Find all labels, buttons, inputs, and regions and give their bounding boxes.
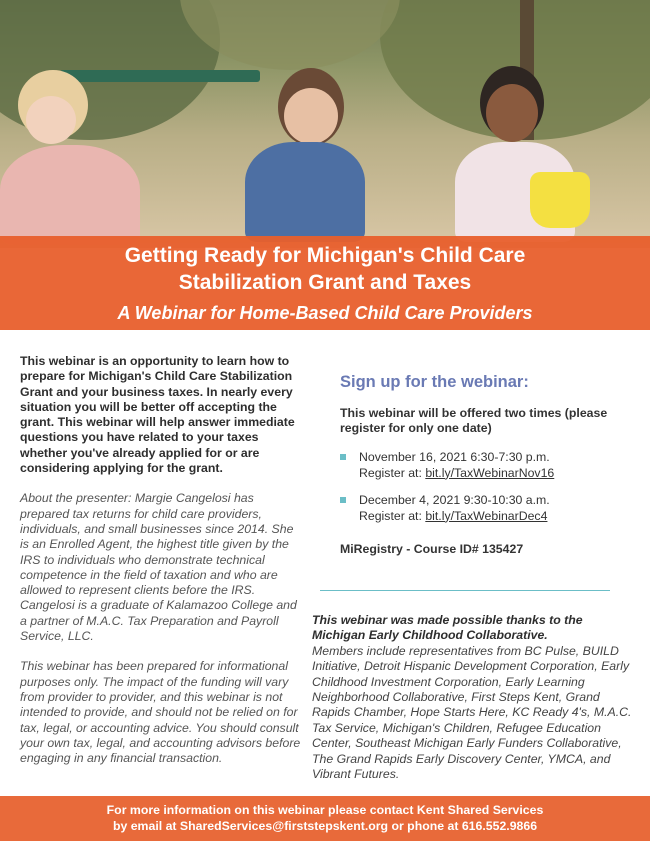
session-item-dec4 [340,493,630,524]
register-link-dec4[interactable]: bit.ly/TaxWebinarDec4 [425,508,548,523]
title-banner [0,236,650,330]
presenter-text: About the presenter: Margie Cangelosi has prepared tax returns for child care providers, individuals, and small businesses since 2014. She is an Enrolled Agent, the highest title given by the IRS to individuals who demonstrate technical competence in the field of taxation and who are allowed to represent clients before the IRS. Cangelosi is a graduate of Kalamazoo College and a partner of M.A.C. Tax Preparation and Payroll Service, LLC. [20,491,297,644]
footer-line-1: For more information on this webinar please contact Kent Shared Services [106,803,544,817]
session-date: November 16, 2021 6:30-7:30 p.m. [359,450,550,464]
footer-line-2: by email at SharedServices@firststepskent.org or phone at 616.552.9866 [112,818,538,833]
page-subtitle: A Webinar for Home-Based Child Care Providers [117,303,533,323]
square-bullet-icon [340,454,346,460]
session-list [340,450,630,524]
register-label: Register at: [359,508,422,523]
register-link-nov16[interactable]: bit.ly/TaxWebinarNov16 [425,465,555,480]
page-title [0,242,650,296]
offered-text: This webinar will be offered two times (please register for only one date) [340,406,608,435]
session-date: December 4, 2021 9:30-10:30 a.m. [359,493,550,507]
thanks-heading: This webinar was made possible thanks to the Michigan Early Childhood Collaborative. [312,613,583,643]
signup-heading: Sign up for the webinar: [340,373,529,391]
thanks-section [312,613,632,782]
intro-column [20,354,305,781]
register-label: Register at: [359,465,422,480]
members-text: Members include representatives from BC Pulse, BUILD Initiative, Detroit Hispanic Development Corporation, Early Childhood Investment Corporation, Early Learning Neighborhood Collaborative, First Steps Kent, Grand Rapids Chamber, Hope Starts Here, KC Ready 4's, M.A.C. Tax Service, Michigan's Children, Refugee Education Center, Southeast Michigan Early Funders Collaborative, The Grand Rapids Early Discovery Center, YMCA, and Vibrant Futures. [312,643,632,782]
signup-column [340,373,630,556]
title-line-1: Getting Ready for Michigan's Child Care [124,244,526,267]
disclaimer-text: This webinar has been prepared for informational purposes only. The impact of the funding will vary from provider to provider, and this webinar is not intended to provide, and should not be relied on for tax, legal, or accounting advice. You should consult your own tax, legal, and accounting advisors before engaging in any financial transaction. [20,659,301,766]
section-divider [320,590,610,591]
title-line-2: Stabilization Grant and Taxes [178,271,472,294]
course-id: MiRegistry - Course ID# 135427 [340,542,524,556]
hero-photo [0,0,650,248]
session-item-nov16 [340,450,630,481]
square-bullet-icon [340,497,346,503]
intro-lead-text: This webinar is an opportunity to learn how to prepare for Michigan's Child Care Stabilization Grant and your business taxes. In nearly every situation you will be better off accepting the grant. This webinar will help answer immediate questions you have related to your taxes whether you've already applied for or are considering applying for the grant. [20,354,295,476]
contact-footer [0,796,650,841]
